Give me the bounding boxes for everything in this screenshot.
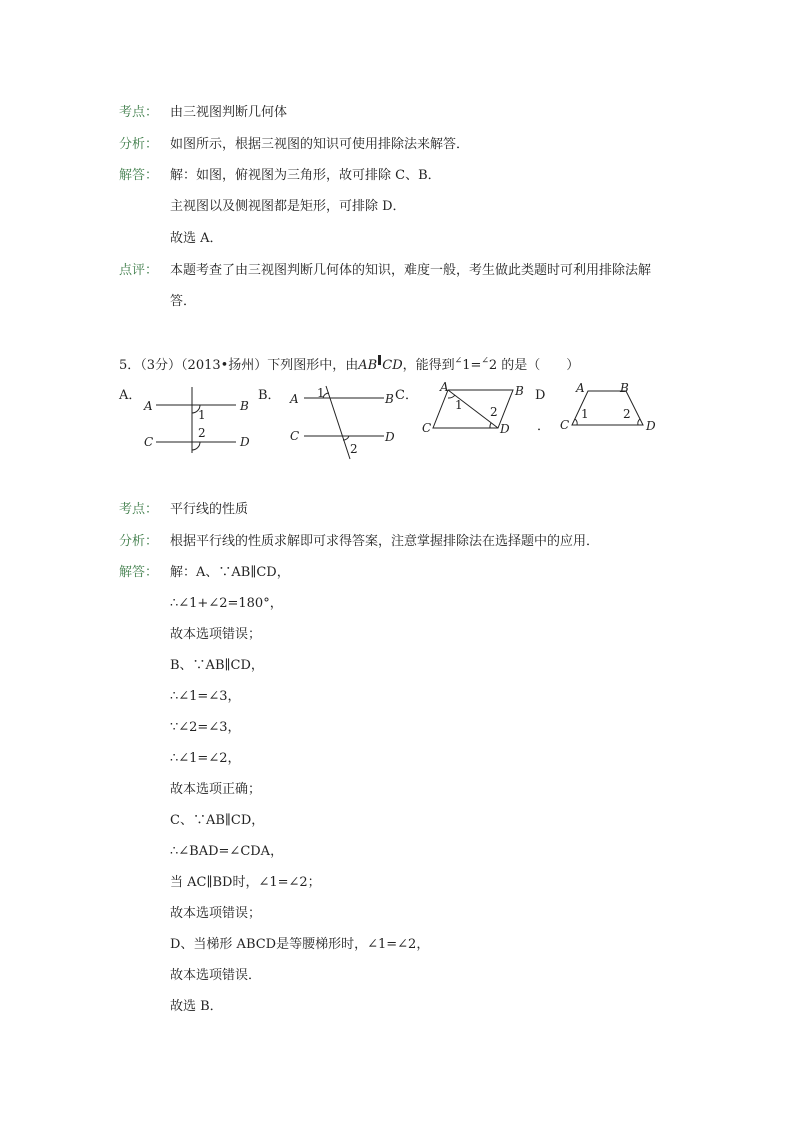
fig-b-label-b: B xyxy=(385,392,394,406)
fig-b-angle-2: 2 xyxy=(350,442,358,456)
fig-a-label-c: C xyxy=(144,435,154,449)
analysis-1: 如图所示，根据三视图的知识可使用排除法来解答． xyxy=(170,137,470,152)
fig-d-angle-2: 2 xyxy=(623,407,631,421)
solution-2-line-5: ∴∠1=∠3， xyxy=(170,689,241,704)
fig-d-angle-1: 1 xyxy=(581,407,589,421)
solution-1-line-2: 主视图以及侧视图都是矩形，可排除 D． xyxy=(170,199,406,214)
fig-d-label-b: B xyxy=(620,381,629,395)
label-solution-1: 解答： xyxy=(119,168,159,183)
stem-cd: CD xyxy=(382,358,403,373)
fig-c-angle-1: 1 xyxy=(455,398,463,412)
fig-b-label-d: D xyxy=(385,430,395,444)
solution-2-line-11: 当 AC∥BD时，∠1=∠2； xyxy=(170,875,321,890)
fig-a-angle-2: 2 xyxy=(198,426,206,440)
stem-prefix: 5．（3分）（2013•扬州）下列图形中，由 xyxy=(119,358,359,373)
option-d-label: D xyxy=(535,388,546,403)
option-c-label: C． xyxy=(395,388,418,403)
stem-eq: 1= xyxy=(462,358,482,373)
solution-2-line-6: ∵∠2=∠3， xyxy=(170,720,241,735)
solution-2-line-8: 故本选项正确； xyxy=(170,782,262,797)
label-comment-1: 点评： xyxy=(119,263,159,278)
fig-a-angle-1: 1 xyxy=(198,408,206,422)
solution-2-line-15: 故选 B． xyxy=(170,999,223,1014)
analysis-2: 根据平行线的性质求解即可求得答案，注意掌握排除法在选择题中的应用． xyxy=(170,534,600,549)
fig-b-label-c: C xyxy=(290,429,300,443)
label-point-2: 考点： xyxy=(119,502,159,517)
fig-b-angle-1: 1 xyxy=(317,386,325,400)
solution-2-line-13: D、当梯形 ABCD是等腰梯形时，∠1=∠2， xyxy=(170,937,430,952)
label-analysis-1: 分析： xyxy=(119,137,159,152)
figure-d xyxy=(558,378,668,438)
stem-ab: AB xyxy=(358,358,378,373)
fig-c-label-d: D xyxy=(500,422,510,436)
stem-mid: ，能得到 xyxy=(402,358,455,373)
parallel-mark xyxy=(378,355,381,365)
solution-2-line-2: ∴∠1+∠2=180°， xyxy=(170,596,283,611)
fig-d-label-d: D xyxy=(646,419,656,433)
fig-a-label-b: B xyxy=(240,399,249,413)
option-a-label: A． xyxy=(119,388,142,403)
fig-b-label-a: A xyxy=(290,392,299,406)
solution-2-line-14: 故本选项错误． xyxy=(170,968,262,983)
fig-c-label-c: C xyxy=(422,421,432,435)
solution-2-line-7: ∴∠1=∠2， xyxy=(170,751,241,766)
solution-2-line-4: B、∵AB∥CD， xyxy=(170,658,264,673)
label-analysis-2: 分析： xyxy=(119,534,159,549)
fig-a-label-a: A xyxy=(144,399,153,413)
label-point-1: 考点： xyxy=(119,105,159,120)
solution-2-line-3: 故本选项错误； xyxy=(170,627,262,642)
figure-b xyxy=(286,385,406,460)
solution-1-line-1: 解：如图，俯视图为三角形，故可排除 C、B． xyxy=(170,168,441,183)
stem-suffix: 的是（ ） xyxy=(501,358,580,373)
question-5-stem xyxy=(119,355,579,376)
figure-a xyxy=(140,385,260,455)
comment-1-line-1: 本题考查了由三视图判断几何体的知识，难度一般，考生做此类题时可利用排除法解 xyxy=(170,263,652,278)
point-1: 由三视图判断几何体 xyxy=(170,105,288,120)
point-2: 平行线的性质 xyxy=(170,502,249,517)
fig-a-label-d: D xyxy=(240,435,250,449)
fig-c-label-a: A xyxy=(440,380,449,394)
fig-c-label-b: B xyxy=(515,384,524,398)
fig-d-label-a: A xyxy=(576,381,585,395)
solution-2-line-12: 故本选项错误； xyxy=(170,906,262,921)
solution-2-line-1: 解：A、∵AB∥CD， xyxy=(170,565,290,580)
fig-c-angle-2: 2 xyxy=(490,405,498,419)
angle-icon: ∠ xyxy=(481,356,489,366)
angle-icon: ∠ xyxy=(454,356,463,366)
figure-c xyxy=(418,378,538,438)
option-b-label: B． xyxy=(258,388,281,403)
label-solution-2: 解答： xyxy=(119,565,159,580)
solution-2-line-9: C、∵AB∥CD， xyxy=(170,813,265,828)
solution-1-line-3: 故选 A． xyxy=(170,231,223,246)
stem-2: 2 xyxy=(488,358,498,373)
fig-d-label-c: C xyxy=(560,418,570,432)
solution-2-line-10: ∴∠BAD=∠CDA， xyxy=(170,844,284,859)
option-d-dot: ． xyxy=(537,419,551,434)
comment-1-line-2: 答． xyxy=(170,294,197,309)
